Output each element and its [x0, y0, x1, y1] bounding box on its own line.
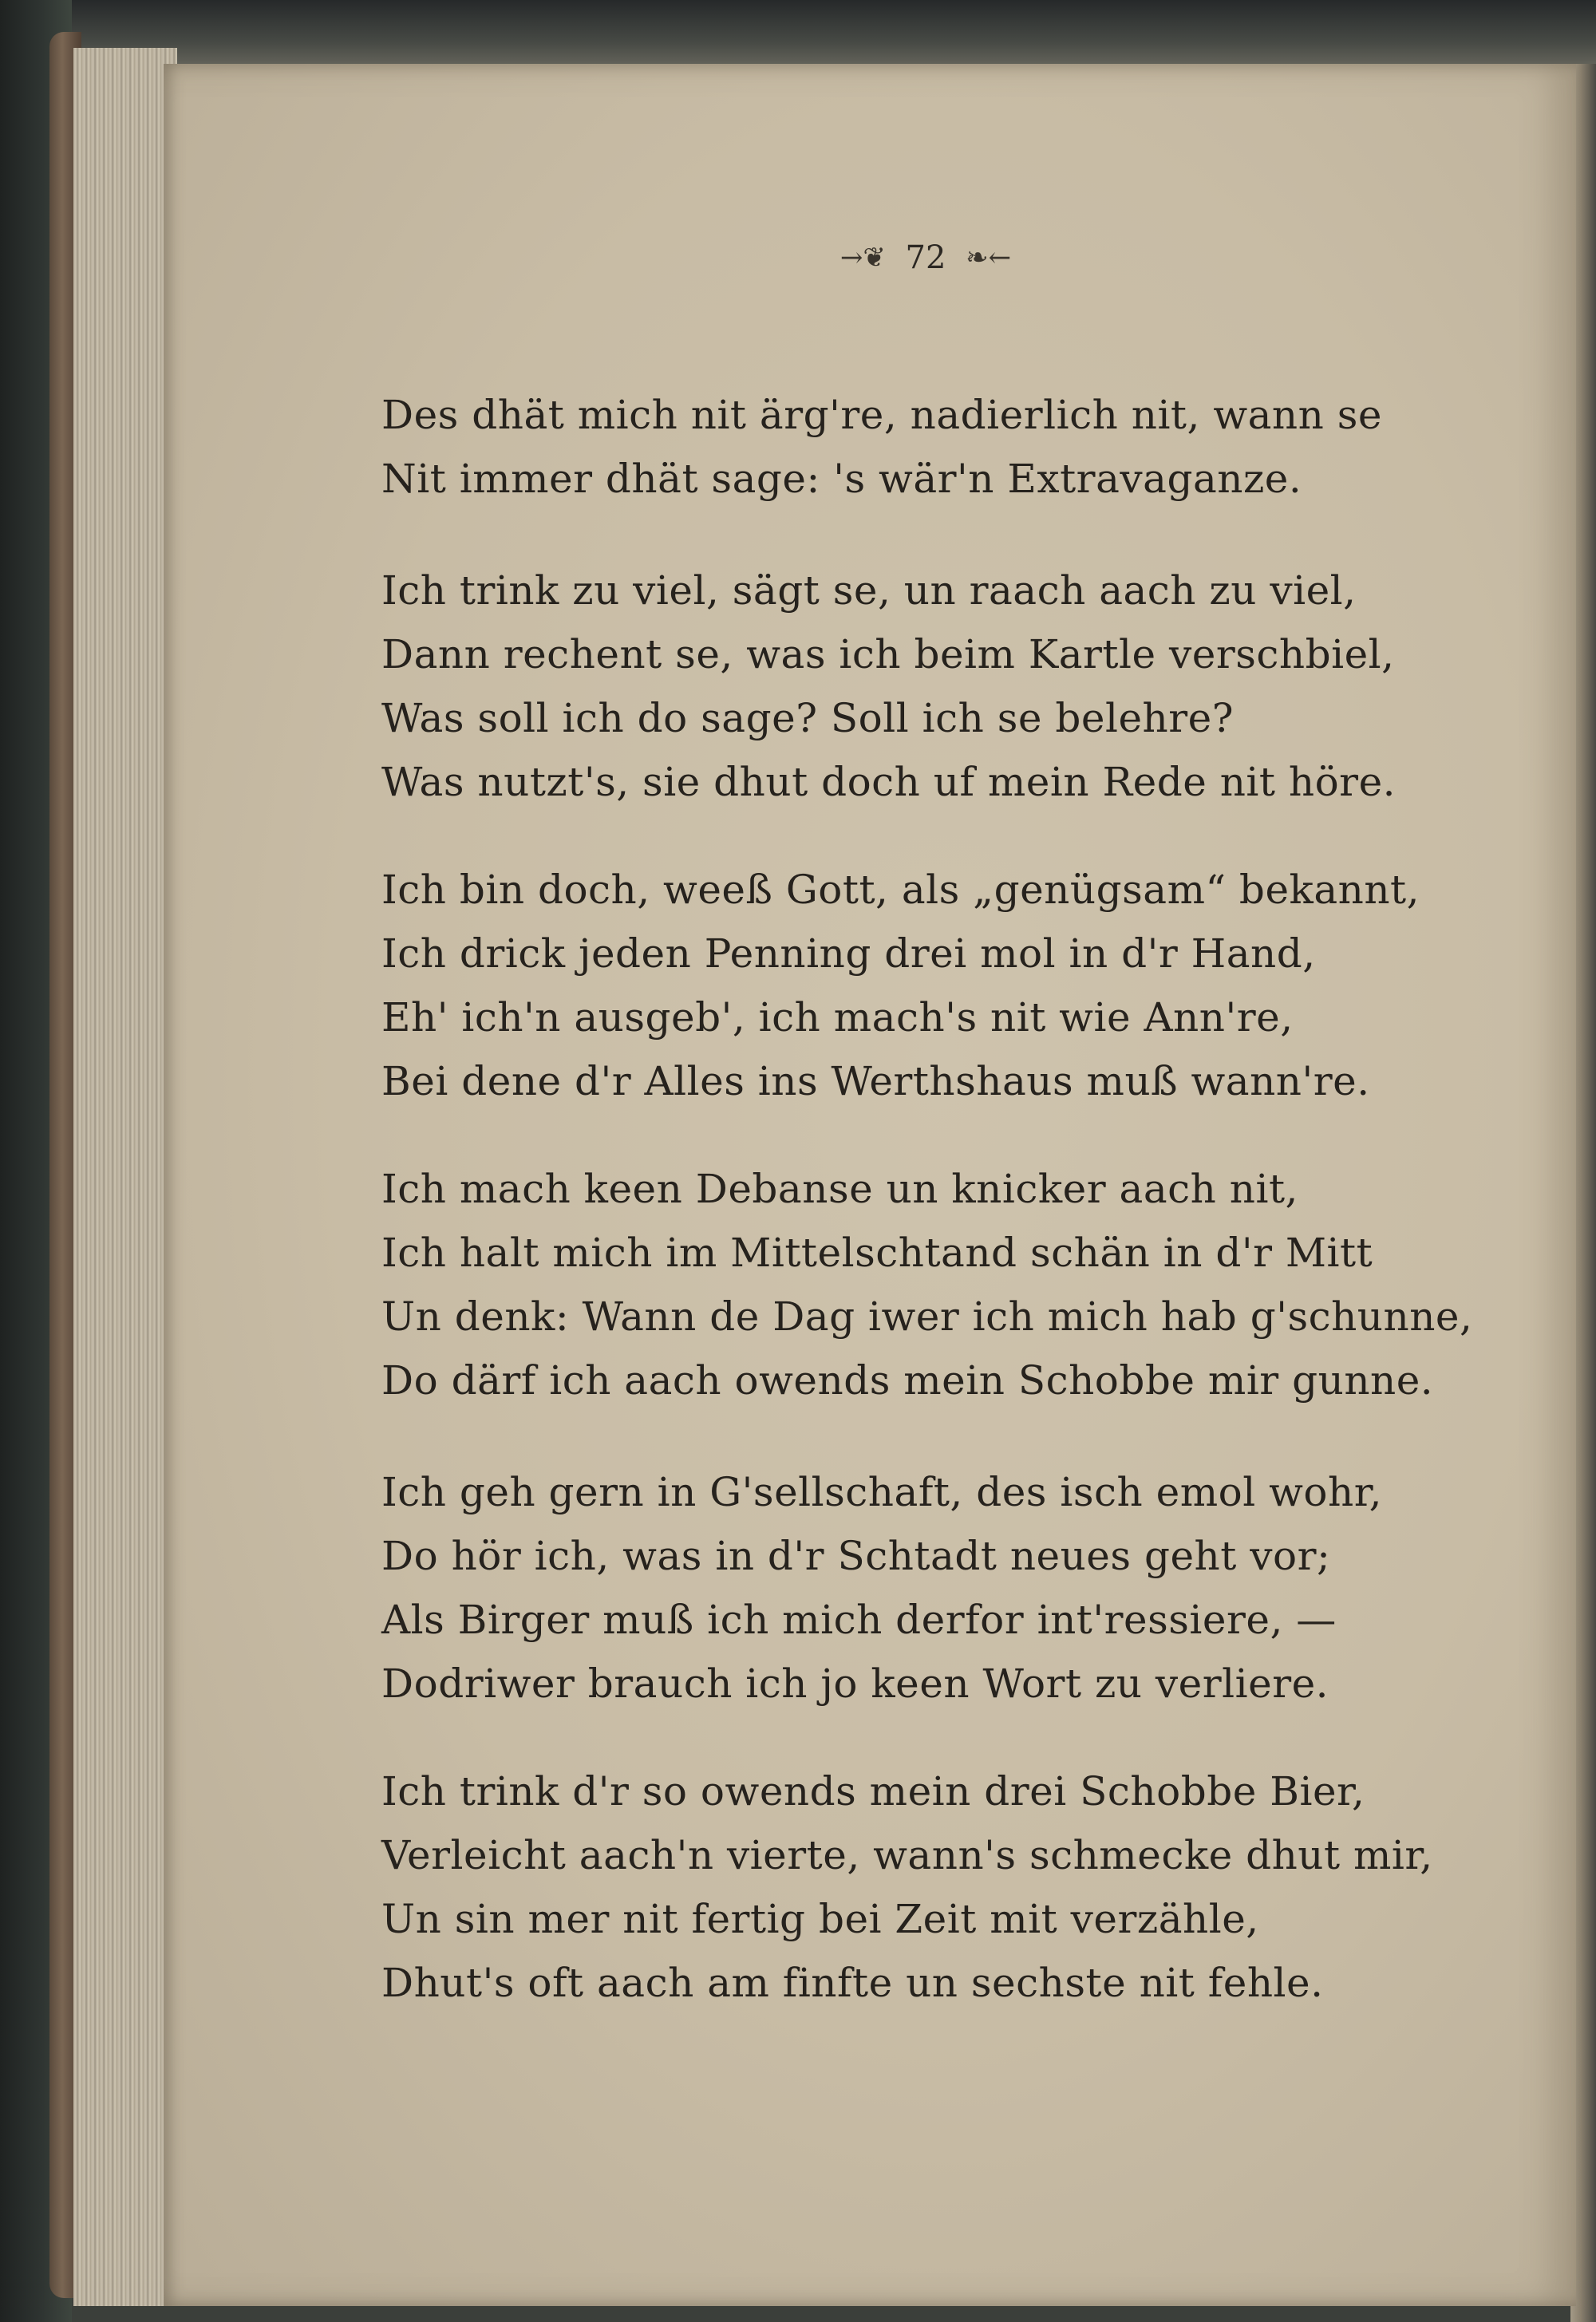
stanza-4 [381, 1157, 1483, 1412]
verse-line: Was soll ich do sage? Soll ich se belehre? [381, 695, 1235, 741]
stanza-5 [381, 1460, 1483, 1716]
page-number: 72 [905, 239, 946, 276]
stanza-1 [381, 383, 1483, 511]
verse-line: Als Birger muß ich mich derfor int'ressiere, — [381, 1597, 1337, 1643]
ornament-right-icon: ❧← [966, 242, 1012, 274]
verse-line: Bei dene d'r Alles ins Werthshaus muß wann're. [381, 1058, 1370, 1104]
verse-line: Ich drick jeden Penning drei mol in d'r Hand, [381, 930, 1316, 977]
ornament-left-icon: →❦ [839, 242, 886, 274]
verse-line: Was nutzt's, sie dhut doch uf mein Rede nit höre. [381, 759, 1396, 805]
stanza-6 [381, 1759, 1483, 2015]
verse-line: Eh' ich'n ausgeb', ich mach's nit wie Ann're, [381, 994, 1294, 1041]
verse-line: Do därf ich aach owends mein Schobbe mir gunne. [381, 1357, 1434, 1404]
verse-line: Un sin mer nit fertig bei Zeit mit verzähle, [381, 1896, 1259, 1942]
verse-line: Ich bin doch, weeß Gott, als „genügsam“ bekannt, [381, 867, 1420, 913]
stanza-2 [381, 559, 1483, 814]
verse-line: Ich geh gern in G'sellschaft, des isch emol wohr, [381, 1469, 1382, 1515]
verse-line: Do hör ich, was in d'r Schtadt neues geht vor; [381, 1533, 1331, 1579]
verse-line: Des dhät mich nit ärg're, nadierlich nit, wann se [381, 392, 1382, 438]
verse-line: Dodriwer brauch ich jo keen Wort zu verliere. [381, 1661, 1329, 1707]
verse-line: Verleicht aach'n vierte, wann's schmecke dhut mir, [381, 1832, 1433, 1878]
page-header [830, 234, 1021, 282]
verse-line: Ich trink zu viel, sägt se, un raach aach zu viel, [381, 567, 1357, 614]
page-stack-edge [73, 48, 177, 2306]
verse-line: Ich mach keen Debanse un knicker aach nit, [381, 1166, 1298, 1212]
verse-line: Un denk: Wann de Dag iwer ich mich hab g'schunne, [381, 1293, 1473, 1340]
verse-line: Dhut's oft aach am finfte un sechste nit fehle. [381, 1960, 1324, 2006]
verse-line: Ich trink d'r so owends mein drei Schobbe Bier, [381, 1768, 1365, 1815]
verse-line: Ich halt mich im Mittelschtand schän in d'r Mitt [381, 1230, 1373, 1276]
verse-line: Nit immer dhät sage: 's wär'n Extravaganze. [381, 456, 1302, 502]
stanza-3 [381, 858, 1483, 1113]
book-top-edge [0, 0, 1596, 72]
verse-line: Dann rechent se, was ich beim Kartle verschbiel, [381, 631, 1395, 677]
